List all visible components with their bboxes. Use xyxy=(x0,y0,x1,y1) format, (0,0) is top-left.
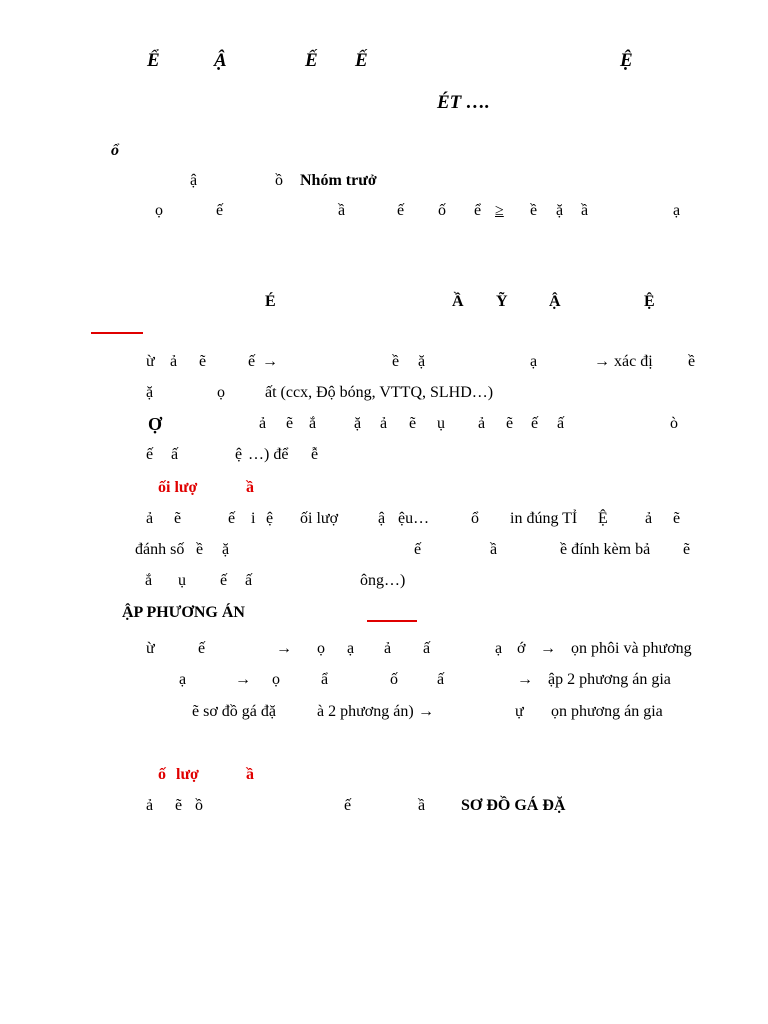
text-fragment: i xyxy=(251,510,256,527)
text-fragment: ả xyxy=(170,353,178,370)
text-fragment: ấ xyxy=(437,671,445,688)
text-fragment: ặ xyxy=(222,541,230,558)
text-fragment: ế xyxy=(344,797,352,814)
text-fragment: ế xyxy=(414,541,422,558)
section-2-line-3 xyxy=(0,566,768,596)
text-fragment: ả xyxy=(259,415,267,432)
text-fragment: ả xyxy=(645,510,653,527)
text-fragment: ập 2 phương án gia xyxy=(548,671,671,688)
title-fragment: Ế xyxy=(355,50,368,71)
arrow-fragment: → xyxy=(276,640,292,657)
section-1-line-2 xyxy=(0,378,768,408)
text-fragment: ự xyxy=(515,703,524,720)
text-fragment: ồ xyxy=(275,172,283,189)
heading-fragment: É xyxy=(265,293,276,310)
heading-fragment: Ệ xyxy=(644,293,655,310)
heading-fragment: Ầ xyxy=(452,293,464,310)
section-1-line-1 xyxy=(0,347,768,377)
section-2-line-1 xyxy=(0,504,768,534)
text-fragment: đánh số xyxy=(135,541,185,558)
text-fragment: ể xyxy=(474,202,482,219)
text-fragment: ặ xyxy=(354,415,362,432)
text-fragment: SƠ ĐỒ GÁ ĐẶ xyxy=(461,797,566,814)
red-underline xyxy=(367,620,417,622)
text-fragment: ặ xyxy=(556,202,564,219)
text-fragment: ế xyxy=(531,415,539,432)
text-fragment: ề xyxy=(688,353,696,370)
text-fragment: ấ xyxy=(423,640,431,657)
text-fragment: ẽ xyxy=(175,797,183,814)
text-fragment: ầ xyxy=(581,202,589,219)
text-fragment: ế xyxy=(198,640,206,657)
arrow-fragment: → xyxy=(262,353,278,370)
document-title-line-1 xyxy=(0,46,768,76)
text-fragment: ồ xyxy=(195,797,203,814)
text-fragment: ệu… xyxy=(398,510,430,527)
arrow-fragment: → xyxy=(235,671,251,688)
text-fragment: ối lượ xyxy=(300,510,339,527)
arrow-fragment: → xyxy=(540,640,556,657)
heading-text: ẬP PHƯƠNG ÁN xyxy=(122,604,245,621)
text-fragment: ò xyxy=(670,415,678,432)
text-fragment: ắ xyxy=(145,572,153,589)
text-fragment: ậ xyxy=(190,172,198,189)
section-1-line-3 xyxy=(0,409,768,439)
text-fragment: …) để xyxy=(248,446,289,463)
text-fragment: à 2 phương án) xyxy=(317,703,414,720)
text-fragment: ấ xyxy=(245,572,253,589)
text-fragment: ề đính kèm bả xyxy=(560,541,651,558)
heading-fragment: ầ xyxy=(246,766,254,783)
text-fragment: ẽ xyxy=(673,510,681,527)
section-4-line-1 xyxy=(0,791,768,821)
text-fragment: ừ xyxy=(146,353,155,370)
text-fragment: ẽ xyxy=(506,415,514,432)
text-fragment: → xác đị xyxy=(594,353,653,370)
text-fragment: ạ xyxy=(495,640,503,657)
arrow-fragment: → xyxy=(418,703,434,720)
text-fragment: ệ xyxy=(266,510,274,527)
text-fragment: ế xyxy=(228,510,236,527)
text-fragment: ế xyxy=(146,446,154,463)
heading-fragment: ầ xyxy=(246,479,254,496)
text-fragment: ắ xyxy=(309,415,317,432)
text-fragment: Ệ xyxy=(598,510,608,527)
text-fragment: ừ xyxy=(146,640,155,657)
text-fragment: ọ xyxy=(272,671,280,688)
text-fragment: ế xyxy=(216,202,224,219)
text-fragment: ấ xyxy=(557,415,565,432)
title-fragment: Ế xyxy=(305,50,318,71)
text-fragment: ế xyxy=(248,353,256,370)
text-fragment: ệ xyxy=(235,446,243,463)
text-fragment: ả xyxy=(478,415,486,432)
red-underline xyxy=(91,332,143,334)
text-fragment: ề xyxy=(530,202,538,219)
text-fragment: ậ xyxy=(378,510,386,527)
title-fragment: Ậ xyxy=(214,50,227,71)
text-fragment: ả xyxy=(146,510,154,527)
heading-fragment: Ậ xyxy=(549,293,561,310)
title-fragment: Ệ xyxy=(620,50,633,71)
section-1-heading xyxy=(0,287,768,317)
text-fragment: ≥ xyxy=(495,202,504,219)
text-fragment: Ợ xyxy=(148,414,163,434)
text-fragment: ề xyxy=(196,541,204,558)
section-3-line-3 xyxy=(0,697,768,727)
text-fragment: ẽ xyxy=(286,415,294,432)
text-fragment: ẽ sơ đồ gá đặ xyxy=(192,703,276,720)
text-fragment: ọ xyxy=(217,384,225,401)
text-fragment: ẽ xyxy=(409,415,417,432)
text-fragment: ạ xyxy=(347,640,355,657)
text-fragment: ẩ xyxy=(321,671,329,688)
text-fragment: ạ xyxy=(530,353,538,370)
text-fragment: ọ xyxy=(317,640,325,657)
text-fragment: ạ xyxy=(673,202,681,219)
text-fragment: ả xyxy=(380,415,388,432)
text-fragment: ầ xyxy=(338,202,346,219)
intro-line-1 xyxy=(0,166,768,196)
section-2-line-2 xyxy=(0,535,768,565)
document-title-line-2 xyxy=(0,88,768,118)
text-fragment: ầ xyxy=(418,797,426,814)
text-fragment: ả xyxy=(146,797,154,814)
text-fragment: in đúng TỈ xyxy=(510,510,578,527)
text-fragment: ụ xyxy=(437,415,445,432)
text-fragment: ố xyxy=(390,671,398,688)
arrow-fragment: → xyxy=(517,671,533,688)
text-fragment: ề xyxy=(392,353,400,370)
text-fragment: ẽ xyxy=(683,541,691,558)
section-3-line-2 xyxy=(0,665,768,695)
text-fragment: ạ xyxy=(179,671,187,688)
heading-fragment: ố xyxy=(158,766,166,783)
text-fragment: ổ xyxy=(471,510,479,527)
text-fragment: ọ xyxy=(155,202,163,219)
intro-marker: ổ xyxy=(111,142,119,159)
text-fragment: ễ xyxy=(311,446,319,463)
text-fragment: ông…) xyxy=(360,572,406,589)
title-fragment: Ể xyxy=(147,50,160,71)
intro-marker-line xyxy=(0,136,768,166)
section-4-heading xyxy=(0,760,768,790)
section-3-line-1 xyxy=(0,634,768,664)
heading-fragment: ối lượ xyxy=(158,479,198,496)
text-fragment: Nhóm trưở xyxy=(300,172,377,189)
text-fragment: ọn phương án gia xyxy=(551,703,663,720)
text-fragment: ấ xyxy=(171,446,179,463)
title-fragment: ÉT …. xyxy=(437,92,490,113)
heading-fragment: lượ xyxy=(176,766,199,783)
section-3-heading xyxy=(0,598,768,628)
text-fragment: ất (ccx, Độ bóng, VTTQ, SLHD…) xyxy=(265,384,494,401)
heading-fragment: Ỹ xyxy=(496,293,508,310)
text-fragment: ầ xyxy=(490,541,498,558)
intro-line-2 xyxy=(0,196,768,226)
text-fragment: ẽ xyxy=(174,510,182,527)
text-fragment: ả xyxy=(384,640,392,657)
text-fragment: ế xyxy=(397,202,405,219)
text-fragment: ố xyxy=(438,202,446,219)
text-fragment: ặ xyxy=(418,353,426,370)
section-1-line-4 xyxy=(0,440,768,470)
text-fragment: ụ xyxy=(178,572,186,589)
text-fragment: ẽ xyxy=(199,353,207,370)
section-2-heading xyxy=(0,473,768,503)
text-fragment: ọn phôi và phương xyxy=(571,640,692,657)
text-fragment: ớ xyxy=(517,640,526,657)
text-fragment: ặ xyxy=(146,384,154,401)
text-fragment: ế xyxy=(220,572,228,589)
